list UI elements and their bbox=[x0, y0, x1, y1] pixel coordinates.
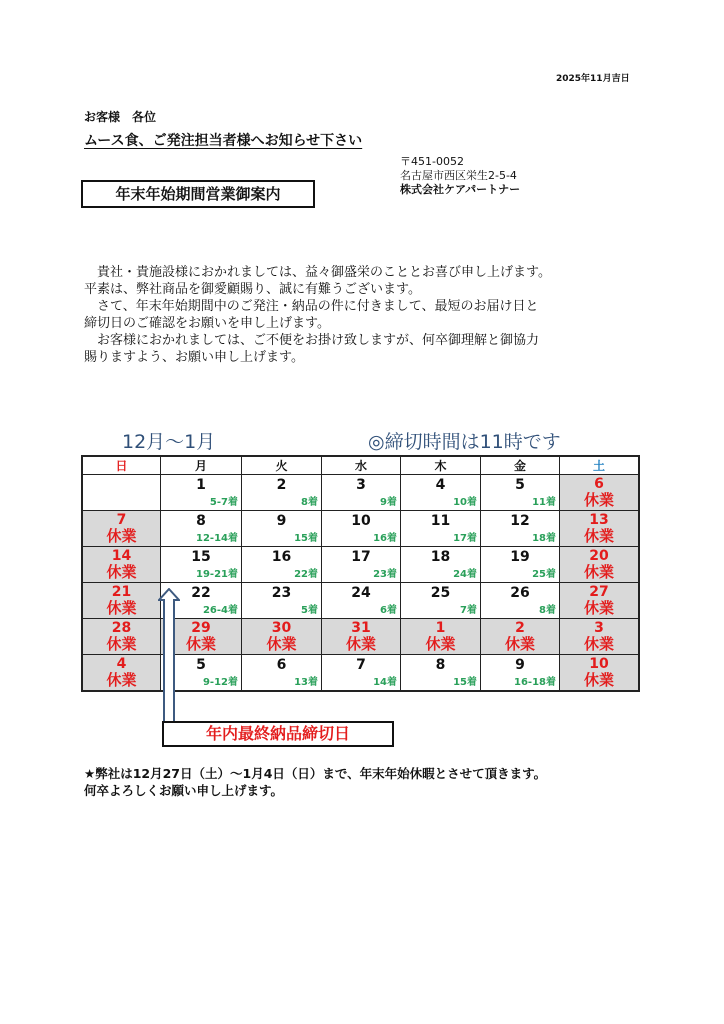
arrival-date: 12-14着 bbox=[196, 533, 238, 544]
arrival-date: 13着 bbox=[294, 677, 318, 688]
calendar-day bbox=[161, 475, 242, 511]
calendar-day-closed bbox=[560, 655, 640, 692]
closed-label: 休業 bbox=[345, 635, 376, 653]
day-number: 14 bbox=[111, 548, 132, 564]
calendar-day bbox=[322, 583, 401, 619]
calendar-day bbox=[481, 511, 560, 547]
calendar-day-closed bbox=[82, 583, 161, 619]
closed-label: 休業 bbox=[185, 635, 216, 653]
day-number: 7 bbox=[356, 657, 366, 673]
final-deadline-label: 年内最終納品締切日 bbox=[162, 721, 394, 747]
footer-line: 何卒よろしくお願い申し上げます。 bbox=[84, 783, 284, 798]
day-number: 25 bbox=[430, 585, 451, 601]
calendar-day-closed bbox=[560, 583, 640, 619]
calendar-day bbox=[242, 475, 322, 511]
day-number: 4 bbox=[116, 656, 127, 672]
calendar-day bbox=[401, 547, 481, 583]
day-number: 26 bbox=[510, 585, 530, 601]
calendar-day bbox=[322, 655, 401, 692]
weekday-header: 日 bbox=[82, 456, 161, 475]
calendar-day-closed bbox=[242, 619, 322, 655]
issue-date: 2025年11月吉日 bbox=[556, 74, 630, 84]
day-number: 13 bbox=[589, 512, 609, 528]
day-number: 2 bbox=[515, 620, 525, 636]
day-number: 4 bbox=[435, 477, 446, 493]
arrival-date: 22着 bbox=[294, 569, 318, 580]
calendar-day-closed bbox=[82, 547, 161, 583]
arrival-date: 19-21着 bbox=[196, 569, 238, 580]
closed-label: 休業 bbox=[504, 635, 535, 653]
closed-label: 休業 bbox=[106, 671, 137, 689]
day-number: 11 bbox=[430, 513, 451, 529]
closed-label: 休業 bbox=[106, 527, 137, 545]
day-number: 8 bbox=[196, 513, 206, 529]
arrival-date: 23着 bbox=[373, 569, 397, 580]
day-number: 16 bbox=[271, 549, 292, 565]
day-number: 5 bbox=[515, 477, 525, 493]
day-number: 2 bbox=[276, 477, 287, 493]
sender-block bbox=[400, 155, 520, 197]
day-number: 10 bbox=[351, 513, 371, 529]
sender-postal: 〒451-0052 bbox=[400, 155, 464, 168]
weekday-header-row bbox=[82, 456, 639, 475]
footer-line: ★弊社は12月27日（土）～1月4日（日）まで、年末年始休暇とさせて頂きます。 bbox=[84, 766, 547, 781]
calendar-day bbox=[481, 583, 560, 619]
calendar-day bbox=[401, 655, 481, 692]
day-number: 17 bbox=[351, 549, 371, 565]
sender-address: 名古屋市西区栄生2-5-4 bbox=[400, 169, 517, 182]
body-line: 賜りますよう、お願い申し上げます。 bbox=[84, 350, 304, 365]
day-number: 10 bbox=[589, 656, 609, 672]
arrival-date: 24着 bbox=[453, 569, 477, 580]
calendar-day-closed bbox=[560, 547, 640, 583]
arrival-date: 15着 bbox=[294, 533, 318, 544]
day-number: 23 bbox=[271, 585, 292, 601]
closed-label: 休業 bbox=[106, 635, 137, 653]
day-number: 29 bbox=[191, 620, 211, 636]
body-line: 締切日のご確認をお願いを申し上げます。 bbox=[84, 316, 330, 331]
day-number: 15 bbox=[191, 549, 211, 565]
body-line: 平素は、弊社商品を御愛顧賜り、誠に有難うございます。 bbox=[84, 282, 421, 297]
calendar-day bbox=[161, 511, 242, 547]
calendar-day bbox=[401, 583, 481, 619]
calendar-day-closed bbox=[322, 619, 401, 655]
arrival-date: 9着 bbox=[380, 497, 397, 508]
day-number: 19 bbox=[510, 549, 530, 565]
day-number: 28 bbox=[111, 620, 132, 636]
weekday-header: 水 bbox=[322, 456, 401, 475]
day-number: 18 bbox=[430, 549, 451, 565]
arrival-date: 5着 bbox=[301, 605, 318, 616]
calendar-day-closed bbox=[560, 475, 640, 511]
arrival-date: 17着 bbox=[453, 533, 477, 544]
day-number: 7 bbox=[116, 512, 127, 528]
calendar-day bbox=[161, 547, 242, 583]
day-number: 24 bbox=[351, 585, 371, 601]
calendar-day bbox=[481, 547, 560, 583]
arrival-date: 7着 bbox=[460, 605, 477, 616]
closed-label: 休業 bbox=[106, 599, 137, 617]
calendar-day bbox=[242, 583, 322, 619]
day-number: 21 bbox=[111, 584, 132, 600]
day-number: 20 bbox=[589, 548, 609, 564]
up-arrow-icon bbox=[158, 588, 180, 724]
notice-heading: ムース食、ご発注担当者様へお知らせ下さい bbox=[84, 133, 363, 149]
day-number: 6 bbox=[276, 657, 287, 673]
closed-label: 休業 bbox=[583, 671, 614, 689]
day-number: 8 bbox=[435, 657, 446, 673]
calendar-day-closed bbox=[481, 619, 560, 655]
calendar-day-closed bbox=[560, 619, 640, 655]
closed-label: 休業 bbox=[583, 491, 614, 509]
arrival-date: 8着 bbox=[539, 605, 556, 616]
calendar-day-closed bbox=[82, 511, 161, 547]
day-number: 3 bbox=[594, 620, 604, 636]
deadline-time-note: ◎締切時間は11時です bbox=[368, 431, 561, 453]
body-line: さて、年末年始期間中のご発注・納品の件に付きまして、最短のお届け日と bbox=[84, 299, 539, 314]
calendar-day bbox=[242, 547, 322, 583]
closed-label: 休業 bbox=[583, 599, 614, 617]
day-number: 30 bbox=[271, 620, 292, 636]
calendar-day bbox=[322, 475, 401, 511]
arrival-date: 8着 bbox=[301, 497, 318, 508]
arrival-date: 5-7着 bbox=[209, 497, 238, 508]
arrival-date: 10着 bbox=[453, 497, 477, 508]
weekday-header: 金 bbox=[481, 456, 560, 475]
arrival-date: 9-12着 bbox=[202, 677, 238, 688]
sender-company: 株式会社ケアパートナー bbox=[400, 183, 521, 196]
closed-label: 休業 bbox=[106, 563, 137, 581]
closed-label: 休業 bbox=[583, 527, 614, 545]
body-text bbox=[84, 264, 624, 366]
calendar-day bbox=[481, 655, 560, 692]
closed-label: 休業 bbox=[583, 635, 614, 653]
arrival-date: 6着 bbox=[380, 605, 397, 616]
day-number: 5 bbox=[196, 657, 206, 673]
calendar-day bbox=[242, 511, 322, 547]
calendar-week-row bbox=[82, 547, 639, 583]
day-number: 27 bbox=[589, 584, 609, 600]
calendar-day-closed bbox=[82, 619, 161, 655]
footer-note bbox=[84, 765, 546, 799]
day-number: 22 bbox=[191, 585, 211, 601]
calendar-day bbox=[242, 655, 322, 692]
calendar-day-closed bbox=[401, 619, 481, 655]
calendar-day bbox=[322, 511, 401, 547]
calendar-week-row bbox=[82, 475, 639, 511]
calendar-day bbox=[481, 475, 560, 511]
weekday-header: 土 bbox=[560, 456, 640, 475]
day-number: 31 bbox=[351, 620, 371, 636]
calendar-day bbox=[401, 511, 481, 547]
arrival-date: 16着 bbox=[373, 533, 397, 544]
closed-label: 休業 bbox=[425, 635, 456, 653]
calendar-day bbox=[82, 475, 161, 511]
calendar-day bbox=[322, 547, 401, 583]
closed-label: 休業 bbox=[583, 563, 614, 581]
day-number: 1 bbox=[435, 620, 446, 636]
day-number: 9 bbox=[515, 657, 525, 673]
body-line: 貴社・貴施設様におかれましては、益々御盛栄のこととお喜び申し上げます。 bbox=[84, 265, 551, 280]
arrival-date: 11着 bbox=[532, 497, 556, 508]
day-number: 12 bbox=[510, 513, 530, 529]
calendar-day-closed bbox=[82, 655, 161, 692]
calendar-heading: 12月～1月 bbox=[122, 431, 216, 453]
calendar-day-closed bbox=[560, 511, 640, 547]
calendar-week-row bbox=[82, 511, 639, 547]
arrival-date: 25着 bbox=[532, 569, 556, 580]
arrival-date: 16-18着 bbox=[514, 677, 556, 688]
day-number: 1 bbox=[196, 477, 206, 493]
arrival-date: 18着 bbox=[532, 533, 556, 544]
weekday-header: 木 bbox=[401, 456, 481, 475]
up-arrow-shape bbox=[159, 589, 179, 723]
day-number: 6 bbox=[594, 476, 604, 492]
day-number: 9 bbox=[276, 513, 287, 529]
arrival-date: 15着 bbox=[453, 677, 477, 688]
document-title: 年末年始期間営業御案内 bbox=[81, 180, 315, 208]
closed-label: 休業 bbox=[266, 635, 297, 653]
body-line: お客様におかれましては、ご不便をお掛け致しますが、何卒御理解と御協力 bbox=[84, 333, 540, 348]
addressee: お客様 各位 bbox=[84, 110, 157, 124]
arrival-date: 14着 bbox=[373, 677, 397, 688]
weekday-header: 火 bbox=[242, 456, 322, 475]
weekday-header: 月 bbox=[161, 456, 242, 475]
arrival-date: 26-4着 bbox=[202, 605, 238, 616]
day-number: 3 bbox=[356, 477, 366, 493]
calendar-day bbox=[401, 475, 481, 511]
